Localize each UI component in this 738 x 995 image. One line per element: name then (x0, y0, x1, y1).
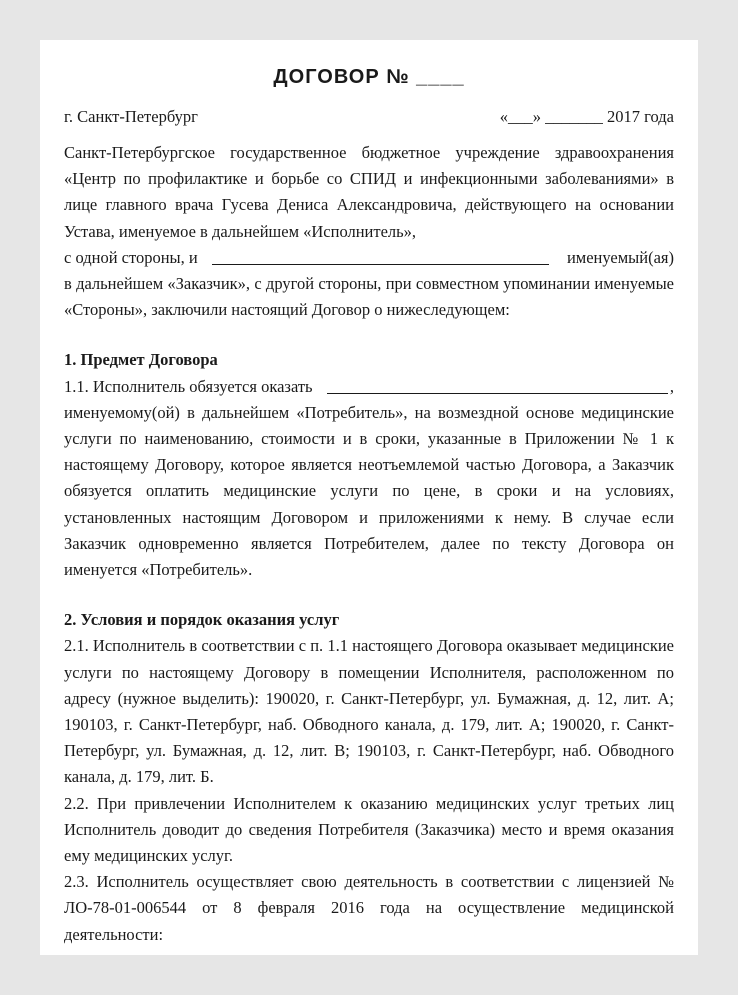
preamble-part: именуемый(ая) (566, 247, 674, 267)
document-page (40, 40, 698, 955)
clause-paragraph: 2.3. Исполнитель осуществляет свою деятельность в соответствии с лицензией № ЛО-78-01-006544 от 8 февраля 2016 года на осуществление медицинской деятельности: (64, 872, 674, 944)
preamble-paragraph: Санкт-Петербургское государственное бюджетное учреждение здравоохранения «Центр по профилактике и борьбе со СПИД и инфекционными заболеваниями» в лице главного врача Гусева Дениса Александровича, действующего на основании Устава, именуемое в дальнейшем «Исполнитель», (64, 143, 674, 241)
service-line (64, 374, 674, 400)
service-name-blank (327, 392, 668, 394)
clause-paragraph: именуемому(ой) в дальнейшем «Потребитель», на возмездной основе медицинские услуги по наименованию, стоимости и в сроки, указанные в Приложении № 1 к настоящему Договору, которое является неотъемлемой частью Договора, а Заказчик обязуется оплатить медицинские услуги по цене, в сроки и на условиях, установленных настоящим Договором и приложениями к нему. В случае если Заказчик одновременно является Потребителем, далее по тексту Договора он именуется «Потребитель». (64, 402, 674, 580)
preamble-part: с одной стороны, и (64, 247, 198, 267)
clause-part: 1.1. Исполнитель обязуется оказать (64, 376, 313, 396)
clause-paragraph: 2.2. При привлечении Исполнителем к оказанию медицинских услуг третьих лиц Исполнитель доводит до сведения Потребителя (Заказчика) место и время оказания ему медицинских услуг. (64, 793, 674, 866)
page-title: ДОГОВОР № ____ (273, 66, 465, 88)
city: г. Санкт-Петербург (64, 107, 198, 126)
clause-part: , (669, 376, 674, 396)
preamble-paragraph: в дальнейшем «Заказчик», с другой стороны, при совместном упоминании именуемые «Стороны», заключили настоящий Договор о нижеследующем: (64, 274, 674, 320)
section-heading: 2. Условия и порядок оказания услуг (64, 610, 340, 630)
section-heading: 1. Предмет Договора (64, 350, 218, 370)
clause-paragraph: 2.1. Исполнитель в соответствии с п. 1.1 настоящего Договора оказывает медицинские услуги по настоящему Договору в помещении Исполнителя, расположенном по адресу (нужное выделить): 190020, г. Санкт-Петербург, ул. Бумажная, д. 12, лит. А; 190103, г. Санкт-Петербург, наб. Обводного канала, д. 179, лит. А; 190020, г. Санкт-Петербург, ул. Бумажная, д. 12, лит. В; 190103, г. Санкт-Петербург, наб. Обводного канала, д. 179, лит. Б. (64, 636, 674, 787)
place-date-row (64, 104, 674, 130)
customer-line (64, 245, 674, 271)
customer-name-blank (212, 263, 549, 265)
contract-date: «___» _______ 2017 года (499, 107, 674, 126)
